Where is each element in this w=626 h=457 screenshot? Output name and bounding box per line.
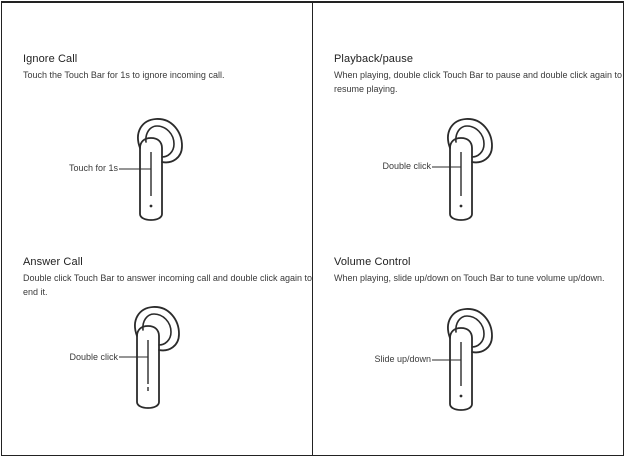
panel-answer-call xyxy=(23,256,313,299)
callout-label: Touch for 1s xyxy=(68,163,118,173)
led-dot-icon xyxy=(460,205,463,208)
earbud-illustration xyxy=(410,302,530,412)
panel-volume-control xyxy=(334,256,624,285)
callout-label: Slide up/down xyxy=(374,354,431,364)
callout-label: Double click xyxy=(382,161,431,171)
panel-description: When playing, double click Touch Bar to pause and double click again to resume playing. xyxy=(334,70,623,94)
panel-playback-pause xyxy=(334,53,624,96)
panel-title: Answer Call xyxy=(23,256,83,268)
callout-label: Double click xyxy=(69,352,118,362)
led-dot-icon xyxy=(460,395,463,398)
panel-title: Ignore Call xyxy=(23,53,78,65)
earbud-illustration xyxy=(410,112,530,222)
panel-ignore-call xyxy=(23,53,313,82)
led-dot-icon xyxy=(150,205,153,208)
panel-description: Touch the Touch Bar for 1s to ignore incoming call. xyxy=(23,70,225,80)
earbud-illustration xyxy=(97,300,217,410)
panel-description: When playing, slide up/down on Touch Bar to tune volume up/down. xyxy=(334,273,605,283)
earbud-illustration xyxy=(100,112,220,222)
panel-title: Volume Control xyxy=(334,256,411,268)
panel-title: Playback/pause xyxy=(334,53,414,65)
panel-description: Double click Touch Bar to answer incoming call and double click again to end it. xyxy=(23,273,312,297)
